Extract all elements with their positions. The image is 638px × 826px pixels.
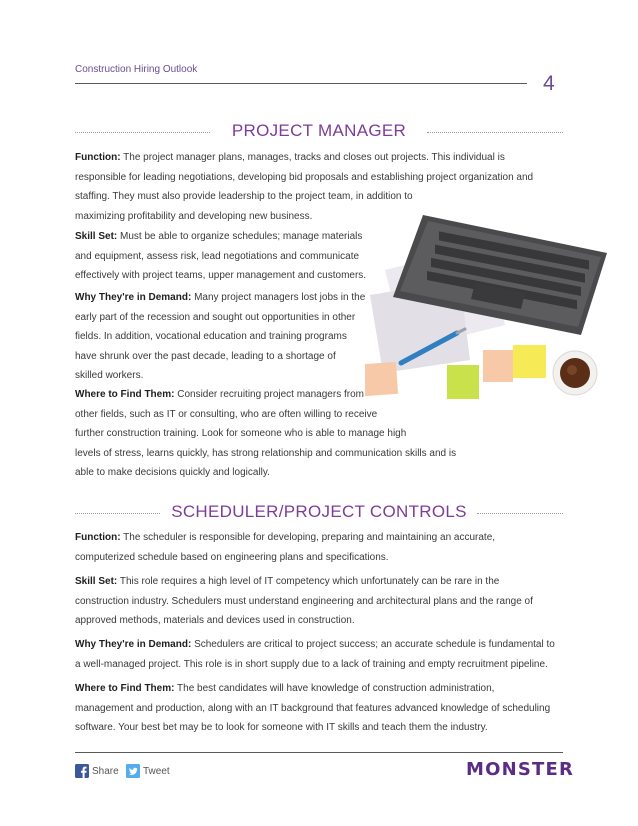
text-line: maximizing profitability and developing new business. bbox=[75, 210, 313, 222]
text-line: a well-managed project. This role is in short supply due to a lack of training and empty recruitment pipeline. bbox=[75, 658, 548, 670]
paragraph-skill-set bbox=[75, 572, 533, 631]
section-title: PROJECT MANAGER bbox=[231, 121, 407, 140]
paragraph-why-in-demand bbox=[75, 288, 365, 386]
paragraph-label: Function: bbox=[75, 152, 121, 163]
text-line: and equipment, assess risk, lead negotiations and communicate bbox=[75, 250, 360, 262]
footer-divider bbox=[75, 752, 563, 753]
paragraph-label: Where to Find Them: bbox=[75, 389, 175, 400]
monster-logo: MONSTER bbox=[466, 759, 575, 780]
text-line: Function: The project manager plans, manages, tracks and closes out projects. This individual is bbox=[75, 152, 505, 163]
header-divider bbox=[75, 83, 527, 84]
document-title: Construction Hiring Outlook bbox=[75, 64, 198, 75]
sticky-note bbox=[365, 362, 398, 396]
paragraph-where-to-find bbox=[75, 679, 550, 738]
text-line: construction industry. Schedulers must understand engineering and architectural plans and the range of bbox=[75, 595, 533, 607]
coffee-cup-icon bbox=[553, 351, 597, 395]
paragraph-label: Why They're in Demand: bbox=[75, 292, 192, 303]
tweet-button[interactable] bbox=[126, 763, 170, 779]
sticky-note bbox=[447, 365, 479, 399]
paragraph-function bbox=[75, 528, 495, 567]
desk-illustration bbox=[365, 185, 615, 410]
paragraph-label: Skill Set: bbox=[75, 231, 118, 242]
text-line: skilled workers. bbox=[75, 370, 144, 382]
text-line: effectively with project teams, upper management and customers. bbox=[75, 270, 367, 282]
text-line: other fields, such as IT or consulting, who are often willing to receive bbox=[75, 408, 378, 420]
text-line: staffing. They must also provide leadership to the project team, in addition to bbox=[75, 191, 413, 203]
text-line: computerized schedule based on engineering plans and specifications. bbox=[75, 551, 389, 563]
paragraph-label: Function: bbox=[75, 532, 121, 543]
text-line: management and production, along with an IT background that features advanced knowledge of scheduling bbox=[75, 702, 551, 714]
paragraph-label: Why They're in Demand: bbox=[75, 639, 192, 650]
paragraph-label: Skill Set: bbox=[75, 576, 118, 587]
text-line: have shrunk over the past decade, leading to a shortage of bbox=[75, 350, 336, 362]
text-line: levels of stress, learns quickly, has strong relationship and communication skills and is bbox=[75, 447, 457, 459]
paragraph-label: Where to Find Them: bbox=[75, 683, 175, 694]
text-line: able to make decisions quickly and logically. bbox=[75, 467, 270, 479]
tweet-label: Tweet bbox=[143, 765, 170, 777]
facebook-icon bbox=[75, 764, 89, 778]
share-label: Share bbox=[92, 765, 119, 777]
text-line: early part of the recession and sought out opportunities in other bbox=[75, 311, 356, 323]
text-line: fields. In addition, vocational education and training programs bbox=[75, 331, 347, 343]
text-line: Why They're in Demand: Many project managers lost jobs in the bbox=[75, 292, 366, 303]
sticky-note bbox=[513, 345, 546, 378]
paragraph-why-in-demand bbox=[75, 635, 555, 674]
text-line: Why They're in Demand: Schedulers are critical to project success; an accurate schedule is fundamental to bbox=[75, 639, 555, 650]
section-heading-scheduler bbox=[75, 502, 563, 524]
text-line: Function: The scheduler is responsible for developing, preparing and maintaining an accurate, bbox=[75, 532, 496, 543]
share-button[interactable] bbox=[75, 763, 119, 779]
paragraph-skill-set bbox=[75, 227, 366, 286]
text-line: further construction training. Look for someone who is able to manage high bbox=[75, 428, 407, 440]
text-line: approved methods, materials and devices used in construction. bbox=[75, 615, 355, 627]
text-line: Skill Set: Must be able to organize schedules; manage materials bbox=[75, 231, 363, 242]
text-line: Where to Find Them: Consider recruiting project managers from bbox=[75, 389, 364, 400]
sticky-note bbox=[483, 350, 513, 382]
text-line: responsible for leading negotiations, developing bid proposals and establishing project organization and bbox=[75, 171, 534, 183]
section-title: SCHEDULER/PROJECT CONTROLS bbox=[171, 502, 467, 521]
text-line: Where to Find Them: The best candidates will have knowledge of construction administration, bbox=[75, 683, 495, 694]
twitter-icon bbox=[126, 764, 140, 778]
text-line: software. Your best bet may be to look for someone with IT skills and teach them the industry. bbox=[75, 722, 488, 734]
section-heading-project-manager bbox=[75, 121, 563, 143]
page-number: 4 bbox=[543, 72, 555, 95]
text-line: Skill Set: This role requires a high level of IT competency which unfortunately can be rare in the bbox=[75, 576, 500, 587]
